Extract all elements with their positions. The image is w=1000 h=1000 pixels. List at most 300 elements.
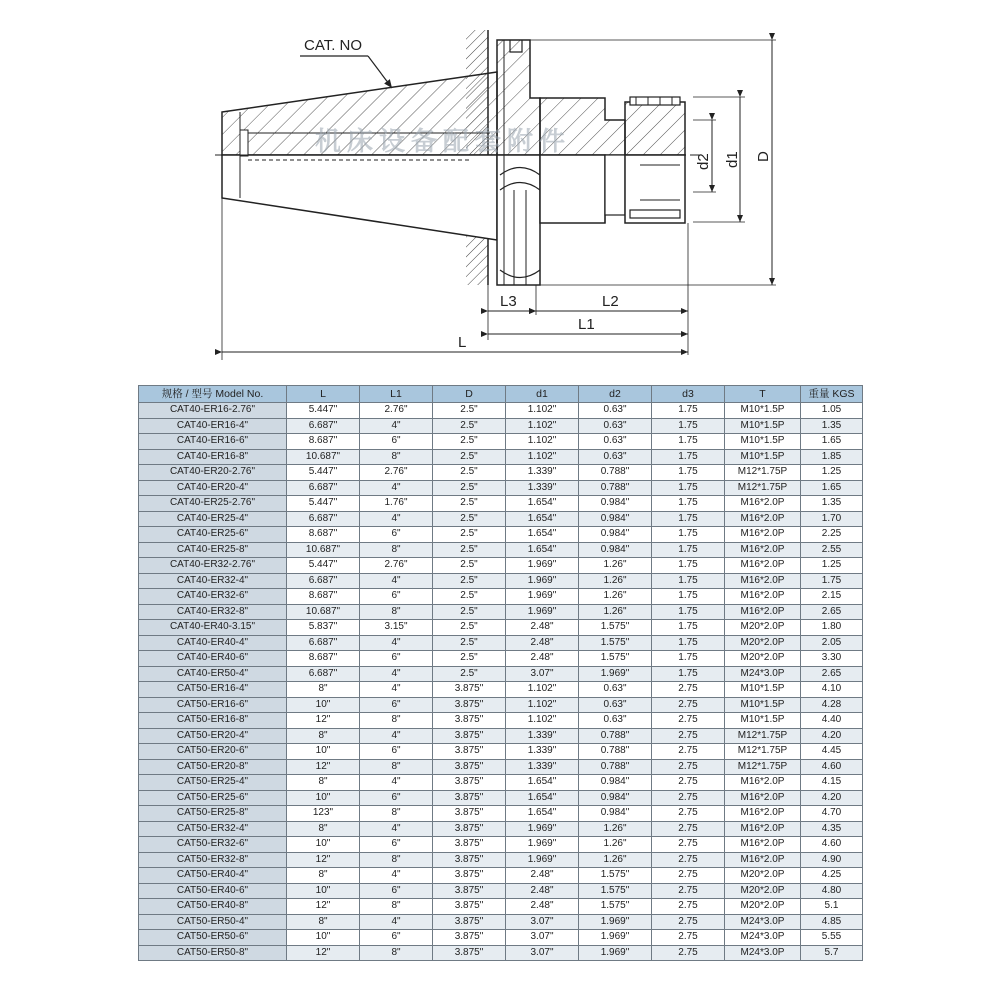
table-cell: 1.75 — [652, 403, 725, 419]
table-cell: 1.575" — [579, 651, 652, 667]
table-cell: 8" — [360, 759, 433, 775]
table-cell: 1.969" — [506, 589, 579, 605]
table-cell: 1.26" — [579, 558, 652, 574]
table-cell: 4" — [360, 666, 433, 682]
table-cell: 4.60 — [801, 837, 863, 853]
table-cell: 1.575" — [579, 620, 652, 636]
table-body — [139, 403, 863, 961]
table-cell: 0.63" — [579, 449, 652, 465]
table-cell: 2.5" — [433, 651, 506, 667]
table-cell: 0.788" — [579, 744, 652, 760]
table-row — [139, 527, 863, 543]
table-cell: 1.969" — [579, 666, 652, 682]
table-cell: 3.875" — [433, 930, 506, 946]
table-cell: 2.75 — [652, 775, 725, 791]
table-cell: 10.687" — [287, 542, 360, 558]
d1-label: d1 — [724, 151, 741, 168]
table-cell: 8.687" — [287, 651, 360, 667]
table-cell: 6" — [360, 930, 433, 946]
table-row — [139, 434, 863, 450]
table-row — [139, 914, 863, 930]
table-cell: M20*2.0P — [725, 883, 801, 899]
table-cell: 2.5" — [433, 434, 506, 450]
table-cell: M12*1.75P — [725, 728, 801, 744]
table-cell: 2.5" — [433, 480, 506, 496]
table-cell: 1.102" — [506, 682, 579, 698]
table-cell: 1.05 — [801, 403, 863, 419]
table-cell: 4" — [360, 682, 433, 698]
model-cell: CAT40-ER40-6" — [139, 651, 287, 667]
table-cell: 10" — [287, 697, 360, 713]
table-cell: 4.10 — [801, 682, 863, 698]
table-cell: 1.969" — [506, 558, 579, 574]
table-cell: 1.102" — [506, 713, 579, 729]
table-cell: 1.65 — [801, 434, 863, 450]
table-cell: 1.969" — [506, 604, 579, 620]
table-cell: 1.575" — [579, 883, 652, 899]
table-row — [139, 790, 863, 806]
table-cell: 12" — [287, 899, 360, 915]
column-header: d1 — [506, 386, 579, 403]
table-cell: M20*2.0P — [725, 651, 801, 667]
table-cell: 4" — [360, 728, 433, 744]
table-cell: 3.875" — [433, 914, 506, 930]
table-cell: M10*1.5P — [725, 682, 801, 698]
table-cell: 8" — [360, 713, 433, 729]
model-cell: CAT40-ER40-3.15" — [139, 620, 287, 636]
table-cell: 2.75 — [652, 713, 725, 729]
table-row — [139, 558, 863, 574]
table-cell: 1.339" — [506, 728, 579, 744]
table-cell: 2.48" — [506, 883, 579, 899]
table-cell: 4.35 — [801, 821, 863, 837]
table-cell: 3.875" — [433, 806, 506, 822]
column-header: d3 — [652, 386, 725, 403]
model-cell: CAT40-ER32-6" — [139, 589, 287, 605]
table-cell: 1.65 — [801, 480, 863, 496]
table-cell: 5.447" — [287, 403, 360, 419]
table-cell: 1.654" — [506, 511, 579, 527]
table-cell: 6" — [360, 883, 433, 899]
column-header: D — [433, 386, 506, 403]
model-cell: CAT50-ER20-8" — [139, 759, 287, 775]
table-cell: 2.75 — [652, 728, 725, 744]
column-header: 规格 / 型号 Model No. — [139, 386, 287, 403]
table-cell: 2.5" — [433, 449, 506, 465]
table-cell: M16*2.0P — [725, 542, 801, 558]
table-cell: 2.75 — [652, 806, 725, 822]
table-cell: 1.102" — [506, 434, 579, 450]
table-cell: 4.20 — [801, 728, 863, 744]
model-cell: CAT40-ER25-2.76" — [139, 496, 287, 512]
table-cell: 10" — [287, 790, 360, 806]
table-cell: 8" — [360, 899, 433, 915]
table-cell: 5.55 — [801, 930, 863, 946]
table-row — [139, 589, 863, 605]
table-cell: 6" — [360, 527, 433, 543]
table-cell: 1.969" — [506, 852, 579, 868]
model-cell: CAT50-ER32-6" — [139, 837, 287, 853]
table-row — [139, 465, 863, 481]
table-cell: 1.75 — [652, 635, 725, 651]
table-cell: 3.875" — [433, 744, 506, 760]
table-cell: M16*2.0P — [725, 527, 801, 543]
table-cell: 0.63" — [579, 434, 652, 450]
table-cell: 3.875" — [433, 713, 506, 729]
table-cell: 1.575" — [579, 899, 652, 915]
table-cell: 1.339" — [506, 465, 579, 481]
table-cell: 1.575" — [579, 635, 652, 651]
cat-no-callout — [300, 37, 392, 88]
table-cell: M16*2.0P — [725, 806, 801, 822]
table-cell: 5.1 — [801, 899, 863, 915]
table-cell: M16*2.0P — [725, 511, 801, 527]
body — [540, 98, 625, 223]
dimension-L1 — [488, 316, 688, 334]
table-cell: 4" — [360, 418, 433, 434]
table-cell: 2.5" — [433, 635, 506, 651]
model-cell: CAT40-ER50-4" — [139, 666, 287, 682]
table-cell: 1.575" — [579, 868, 652, 884]
table-cell: 3.30 — [801, 651, 863, 667]
model-cell: CAT50-ER32-4" — [139, 821, 287, 837]
table-cell: 8" — [287, 821, 360, 837]
table-cell: 1.26" — [579, 589, 652, 605]
table-cell: 8" — [360, 852, 433, 868]
model-cell: CAT50-ER50-8" — [139, 945, 287, 961]
table-cell: 8" — [287, 775, 360, 791]
table-cell: 8.687" — [287, 434, 360, 450]
table-row — [139, 883, 863, 899]
table-cell: 1.969" — [579, 914, 652, 930]
table-cell: 0.63" — [579, 713, 652, 729]
table-cell: 1.969" — [579, 930, 652, 946]
table-cell: 0.984" — [579, 806, 652, 822]
table-cell: 1.75 — [652, 589, 725, 605]
table-cell: M12*1.75P — [725, 759, 801, 775]
table-cell: M16*2.0P — [725, 790, 801, 806]
table-cell: 2.48" — [506, 899, 579, 915]
table-row — [139, 573, 863, 589]
table-cell: 2.15 — [801, 589, 863, 605]
d2-label: d2 — [695, 153, 712, 170]
table-row — [139, 759, 863, 775]
table-cell: 1.75 — [652, 573, 725, 589]
table-cell: 2.75 — [652, 821, 725, 837]
table-cell: 8" — [360, 806, 433, 822]
table-cell: 0.788" — [579, 759, 652, 775]
table-cell: 2.75 — [652, 759, 725, 775]
table-cell: M10*1.5P — [725, 403, 801, 419]
table-cell: 5.7 — [801, 945, 863, 961]
dimension-d2 — [693, 120, 716, 192]
table-cell: 1.75 — [652, 418, 725, 434]
table-cell: 1.339" — [506, 480, 579, 496]
table-cell: 4.28 — [801, 697, 863, 713]
model-cell: CAT50-ER25-4" — [139, 775, 287, 791]
table-cell: 2.65 — [801, 666, 863, 682]
model-cell: CAT50-ER16-6" — [139, 697, 287, 713]
table-cell: 1.969" — [506, 837, 579, 853]
table-cell: 0.984" — [579, 527, 652, 543]
table-cell: 3.07" — [506, 914, 579, 930]
table-cell: 2.75 — [652, 883, 725, 899]
table-cell: 6.687" — [287, 511, 360, 527]
table-cell: 2.25 — [801, 527, 863, 543]
table-row — [139, 542, 863, 558]
table-row — [139, 682, 863, 698]
table-cell: 6.687" — [287, 666, 360, 682]
table-cell: 0.63" — [579, 682, 652, 698]
table-cell: 6" — [360, 434, 433, 450]
table-cell: 2.5" — [433, 589, 506, 605]
table-cell: 2.5" — [433, 666, 506, 682]
table-cell: 1.969" — [579, 945, 652, 961]
table-cell: 3.07" — [506, 945, 579, 961]
table-cell: 1.102" — [506, 449, 579, 465]
table-cell: 3.875" — [433, 821, 506, 837]
table-cell: M16*2.0P — [725, 558, 801, 574]
table-cell: 3.875" — [433, 759, 506, 775]
table-cell: 3.875" — [433, 868, 506, 884]
table-cell: M24*3.0P — [725, 914, 801, 930]
table-cell: 0.63" — [579, 697, 652, 713]
table-row — [139, 821, 863, 837]
table-cell: 0.788" — [579, 480, 652, 496]
table-row — [139, 868, 863, 884]
table-cell: M16*2.0P — [725, 604, 801, 620]
table-cell: 2.05 — [801, 635, 863, 651]
model-cell: CAT50-ER40-4" — [139, 868, 287, 884]
table-cell: 8" — [287, 728, 360, 744]
table-cell: 4.45 — [801, 744, 863, 760]
table-cell: M10*1.5P — [725, 418, 801, 434]
technical-drawing — [0, 0, 1000, 380]
model-cell: CAT50-ER40-6" — [139, 883, 287, 899]
table-cell: 1.25 — [801, 558, 863, 574]
table-cell: 4" — [360, 480, 433, 496]
table-cell: M16*2.0P — [725, 821, 801, 837]
table-cell: 0.984" — [579, 511, 652, 527]
table-cell: M10*1.5P — [725, 697, 801, 713]
table-cell: 3.15" — [360, 620, 433, 636]
model-cell: CAT50-ER40-8" — [139, 899, 287, 915]
table-cell: 4.15 — [801, 775, 863, 791]
table-cell: 6" — [360, 651, 433, 667]
column-header: 重量 KGS — [801, 386, 863, 403]
table-row — [139, 666, 863, 682]
table-row — [139, 806, 863, 822]
table-row — [139, 744, 863, 760]
table-cell: 1.654" — [506, 775, 579, 791]
table-cell: 10" — [287, 837, 360, 853]
table-cell: 10.687" — [287, 449, 360, 465]
model-cell: CAT50-ER20-6" — [139, 744, 287, 760]
table-cell: 3.875" — [433, 852, 506, 868]
table-cell: M16*2.0P — [725, 775, 801, 791]
table-cell: 0.788" — [579, 465, 652, 481]
model-cell: CAT40-ER16-8" — [139, 449, 287, 465]
table-cell: 2.5" — [433, 496, 506, 512]
table-cell: 1.654" — [506, 806, 579, 822]
table-cell: 0.984" — [579, 775, 652, 791]
table-cell: 1.654" — [506, 542, 579, 558]
table-cell: 2.5" — [433, 604, 506, 620]
table-cell: 4.80 — [801, 883, 863, 899]
table-cell: 1.35 — [801, 496, 863, 512]
table-cell: 3.875" — [433, 945, 506, 961]
table-cell: 0.63" — [579, 418, 652, 434]
table-cell: 3.875" — [433, 728, 506, 744]
table-cell: 5.447" — [287, 558, 360, 574]
table-cell: 3.07" — [506, 930, 579, 946]
table-cell: 1.339" — [506, 744, 579, 760]
table-cell: M20*2.0P — [725, 635, 801, 651]
table-row — [139, 496, 863, 512]
table-cell: 1.102" — [506, 403, 579, 419]
model-cell: CAT40-ER25-4" — [139, 511, 287, 527]
table-cell: 3.07" — [506, 666, 579, 682]
table-cell: 1.75 — [652, 558, 725, 574]
table-cell: 6.687" — [287, 573, 360, 589]
table-cell: 1.26" — [579, 837, 652, 853]
table-row — [139, 604, 863, 620]
table-cell: 1.75 — [652, 465, 725, 481]
L3-label: L3 — [500, 293, 517, 310]
table-cell: 1.339" — [506, 759, 579, 775]
table-cell: 12" — [287, 759, 360, 775]
table-cell: M16*2.0P — [725, 589, 801, 605]
table-header-row — [139, 386, 863, 403]
table-cell: 2.75 — [652, 837, 725, 853]
table-cell: 2.65 — [801, 604, 863, 620]
table-row — [139, 651, 863, 667]
model-cell: CAT40-ER20-4" — [139, 480, 287, 496]
table-cell: 2.75 — [652, 697, 725, 713]
table-cell: 2.48" — [506, 635, 579, 651]
flange — [497, 40, 540, 285]
table-row — [139, 852, 863, 868]
table-cell: 3.875" — [433, 790, 506, 806]
table-cell: 0.984" — [579, 790, 652, 806]
table-row — [139, 449, 863, 465]
table-cell: 12" — [287, 852, 360, 868]
table-cell: 1.70 — [801, 511, 863, 527]
table-cell: 1.85 — [801, 449, 863, 465]
table-cell: 1.35 — [801, 418, 863, 434]
table-cell: 1.75 — [801, 573, 863, 589]
table-cell: 2.48" — [506, 620, 579, 636]
table-cell: 1.76" — [360, 496, 433, 512]
table-row — [139, 511, 863, 527]
L-label: L — [458, 334, 467, 351]
table-cell: 6" — [360, 589, 433, 605]
model-cell: CAT40-ER16-6" — [139, 434, 287, 450]
table-cell: 1.75 — [652, 620, 725, 636]
table-cell: 2.5" — [433, 418, 506, 434]
model-cell: CAT50-ER25-6" — [139, 790, 287, 806]
table-cell: 1.969" — [506, 573, 579, 589]
table-cell: 2.76" — [360, 403, 433, 419]
table-cell: 1.75 — [652, 449, 725, 465]
spec-table — [138, 385, 863, 961]
model-cell: CAT40-ER32-4" — [139, 573, 287, 589]
table-row — [139, 713, 863, 729]
table-cell: 1.102" — [506, 418, 579, 434]
table-cell: 2.5" — [433, 465, 506, 481]
table-cell: 1.75 — [652, 651, 725, 667]
table-cell: 6" — [360, 697, 433, 713]
table-cell: 2.55 — [801, 542, 863, 558]
table-cell: 3.875" — [433, 697, 506, 713]
table-row — [139, 620, 863, 636]
table-cell: 1.75 — [652, 511, 725, 527]
model-cell: CAT40-ER32-8" — [139, 604, 287, 620]
table-cell: 4" — [360, 775, 433, 791]
table-cell: M16*2.0P — [725, 573, 801, 589]
table-cell: M20*2.0P — [725, 620, 801, 636]
model-cell: CAT50-ER16-8" — [139, 713, 287, 729]
table-cell: 2.48" — [506, 868, 579, 884]
table-cell: 2.5" — [433, 620, 506, 636]
table-cell: 8" — [287, 868, 360, 884]
table-cell: 8" — [360, 542, 433, 558]
table-cell: 3.875" — [433, 883, 506, 899]
table-cell: 1.654" — [506, 527, 579, 543]
table-cell: M24*3.0P — [725, 666, 801, 682]
table-cell: 4" — [360, 511, 433, 527]
table-row — [139, 930, 863, 946]
table-cell: 3.875" — [433, 899, 506, 915]
table-cell: 12" — [287, 713, 360, 729]
table-cell: 1.80 — [801, 620, 863, 636]
table-cell: 5.837" — [287, 620, 360, 636]
table-cell: 2.75 — [652, 930, 725, 946]
table-cell: 4.25 — [801, 868, 863, 884]
table-cell: 3.875" — [433, 775, 506, 791]
table-cell: 1.75 — [652, 666, 725, 682]
table-cell: 0.63" — [579, 403, 652, 419]
table-cell: 5.447" — [287, 496, 360, 512]
table-cell: 2.5" — [433, 527, 506, 543]
table-cell: 6.687" — [287, 635, 360, 651]
table-cell: 1.969" — [506, 821, 579, 837]
table-cell: 1.26" — [579, 852, 652, 868]
L1-label: L1 — [578, 316, 595, 333]
table-cell: M24*3.0P — [725, 930, 801, 946]
table-cell: 1.25 — [801, 465, 863, 481]
table-cell: 2.75 — [652, 914, 725, 930]
model-cell: CAT50-ER16-4" — [139, 682, 287, 698]
table-row — [139, 480, 863, 496]
table-cell: 10" — [287, 744, 360, 760]
model-cell: CAT50-ER25-8" — [139, 806, 287, 822]
table-cell: 1.654" — [506, 790, 579, 806]
table-cell: 1.75 — [652, 527, 725, 543]
table-cell: 1.102" — [506, 697, 579, 713]
table-cell: 2.76" — [360, 465, 433, 481]
model-cell: CAT40-ER32-2.76" — [139, 558, 287, 574]
model-cell: CAT40-ER20-2.76" — [139, 465, 287, 481]
table-cell: 2.5" — [433, 403, 506, 419]
table-cell: 2.75 — [652, 852, 725, 868]
table-cell: 5.447" — [287, 465, 360, 481]
table-cell: 1.75 — [652, 604, 725, 620]
table-cell: 8" — [360, 945, 433, 961]
table-cell: 8.687" — [287, 589, 360, 605]
column-header: L1 — [360, 386, 433, 403]
table-cell: 12" — [287, 945, 360, 961]
